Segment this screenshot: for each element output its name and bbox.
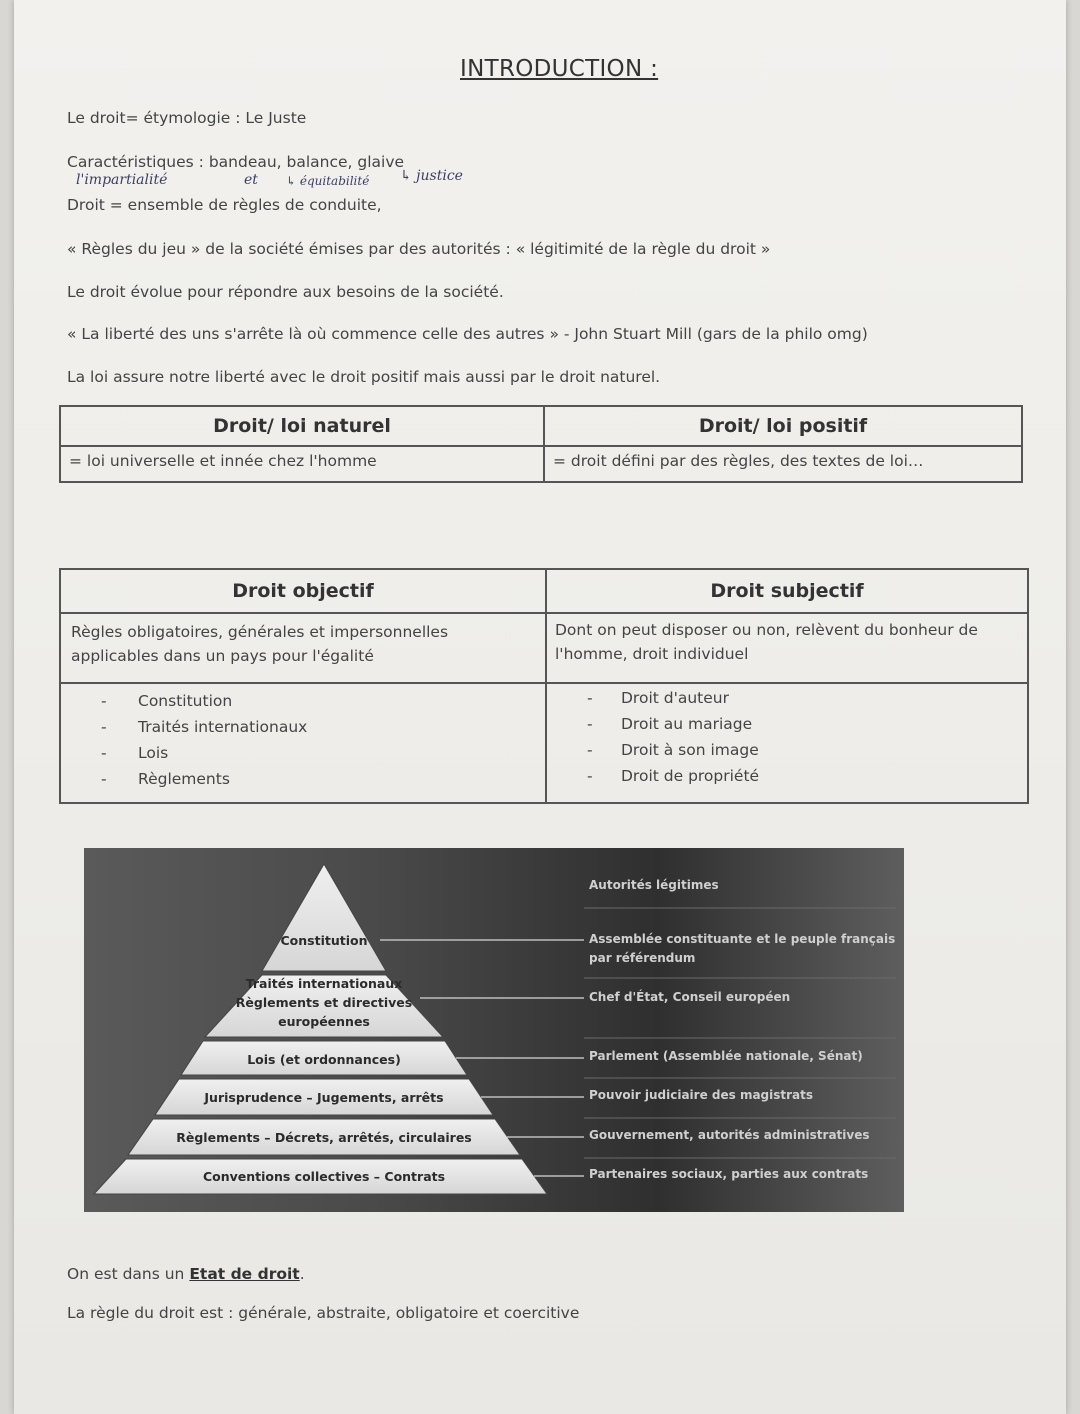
authority-conventions: Partenaires sociaux, parties aux contrats: [589, 1167, 869, 1181]
etat-de-droit-term: Etat de droit: [189, 1265, 300, 1283]
authority-treaties: Chef d'État, Conseil européen: [589, 990, 791, 1004]
rules-game-line: « Règles du jeu » de la société émises par des autorités : « légitimité de la règle du droit »: [67, 240, 771, 258]
hierarchy-of-norms-diagram: [84, 848, 904, 1212]
tier-label-treaties: Traités internationaux Règlements et directives européennes: [235, 976, 413, 1029]
authority-jurisprudence: Pouvoir judiciaire des magistrats: [589, 1088, 814, 1102]
list-item: - Droit au mariage: [587, 715, 753, 733]
rule-characteristics-line: La règle du droit est : générale, abstraite, obligatoire et coercitive: [67, 1304, 580, 1322]
list-item: - Traités internationaux: [101, 718, 308, 736]
tier-label-jurisprudence: Jurisprudence – Jugements, arrêts: [204, 1090, 444, 1105]
header-positive-law: Droit/ loi positif: [544, 406, 1022, 446]
header-natural-law: Droit/ loi naturel: [60, 406, 544, 446]
list-item: - Règlements: [101, 770, 230, 788]
law-liberty-line: La loi assure notre liberté avec le droit positif mais aussi par le droit naturel.: [67, 368, 661, 386]
pyramid-graphic: [84, 848, 904, 1212]
handwritten-note-and: et: [244, 172, 258, 188]
pyramid-tier-constitution: [262, 864, 386, 971]
tier-label-constitution: Constitution: [280, 933, 368, 948]
list-item: - Constitution: [101, 692, 233, 710]
objective-law-description: Règles obligatoires, générales et impersonnelles applicables dans un pays pour l'égalité: [60, 613, 546, 683]
tier-label-conventions: Conventions collectives – Contrats: [202, 1169, 446, 1184]
authorities-header: Autorités légitimes: [589, 878, 719, 892]
objective-law-list: [60, 683, 546, 803]
objective-subjective-law-table: [59, 568, 1029, 804]
list-item: - Droit d'auteur: [587, 689, 729, 707]
list-item: - Lois: [101, 744, 169, 762]
tier-label-regulations: Règlements – Décrets, arrêtés, circulaires: [176, 1130, 472, 1145]
tier-label-laws: Lois (et ordonnances): [247, 1052, 401, 1067]
positive-law-definition: = droit défini par des règles, des textes de loi…: [544, 446, 1022, 482]
authority-regulations: Gouvernement, autorités administratives: [589, 1128, 870, 1142]
subjective-law-list: [546, 683, 1028, 803]
evolution-line: Le droit évolue pour répondre aux besoins de la société.: [67, 283, 504, 301]
header-objective-law: Droit objectif: [60, 569, 546, 613]
list-item: - Droit à son image: [587, 741, 759, 759]
handwritten-note-justice: ↳ justice: [400, 168, 463, 184]
document-page: [14, 0, 1066, 1414]
etymology-line: Le droit= étymologie : Le Juste: [67, 109, 307, 127]
natural-law-definition: = loi universelle et innée chez l'homme: [60, 446, 544, 482]
handwritten-note-equitability: ↳ équitabilité: [286, 174, 370, 188]
page-title: INTRODUCTION :: [460, 56, 659, 82]
quote-line: « La liberté des uns s'arrête là où commence celle des autres » - John Stuart Mill (gars de la philo omg): [67, 325, 868, 343]
header-subjective-law: Droit subjectif: [546, 569, 1028, 613]
definition-line: Droit = ensemble de règles de conduite,: [67, 196, 382, 214]
etat-de-droit-line: On est dans un Etat de droit.: [67, 1265, 305, 1283]
authority-laws: Parlement (Assemblée nationale, Sénat): [589, 1049, 863, 1063]
handwritten-note-impartiality: l'impartialité: [76, 172, 168, 188]
characteristics-line: Caractéristiques : bandeau, balance, glaive: [67, 153, 405, 171]
authority-constitution: Assemblée constituante et le peuple français par référendum: [589, 932, 896, 965]
subjective-law-description: Dont on peut disposer ou non, relèvent du bonheur de l'homme, droit individuel: [546, 613, 1028, 683]
natural-positive-law-table: [59, 405, 1023, 483]
list-item: - Droit de propriété: [587, 767, 760, 785]
